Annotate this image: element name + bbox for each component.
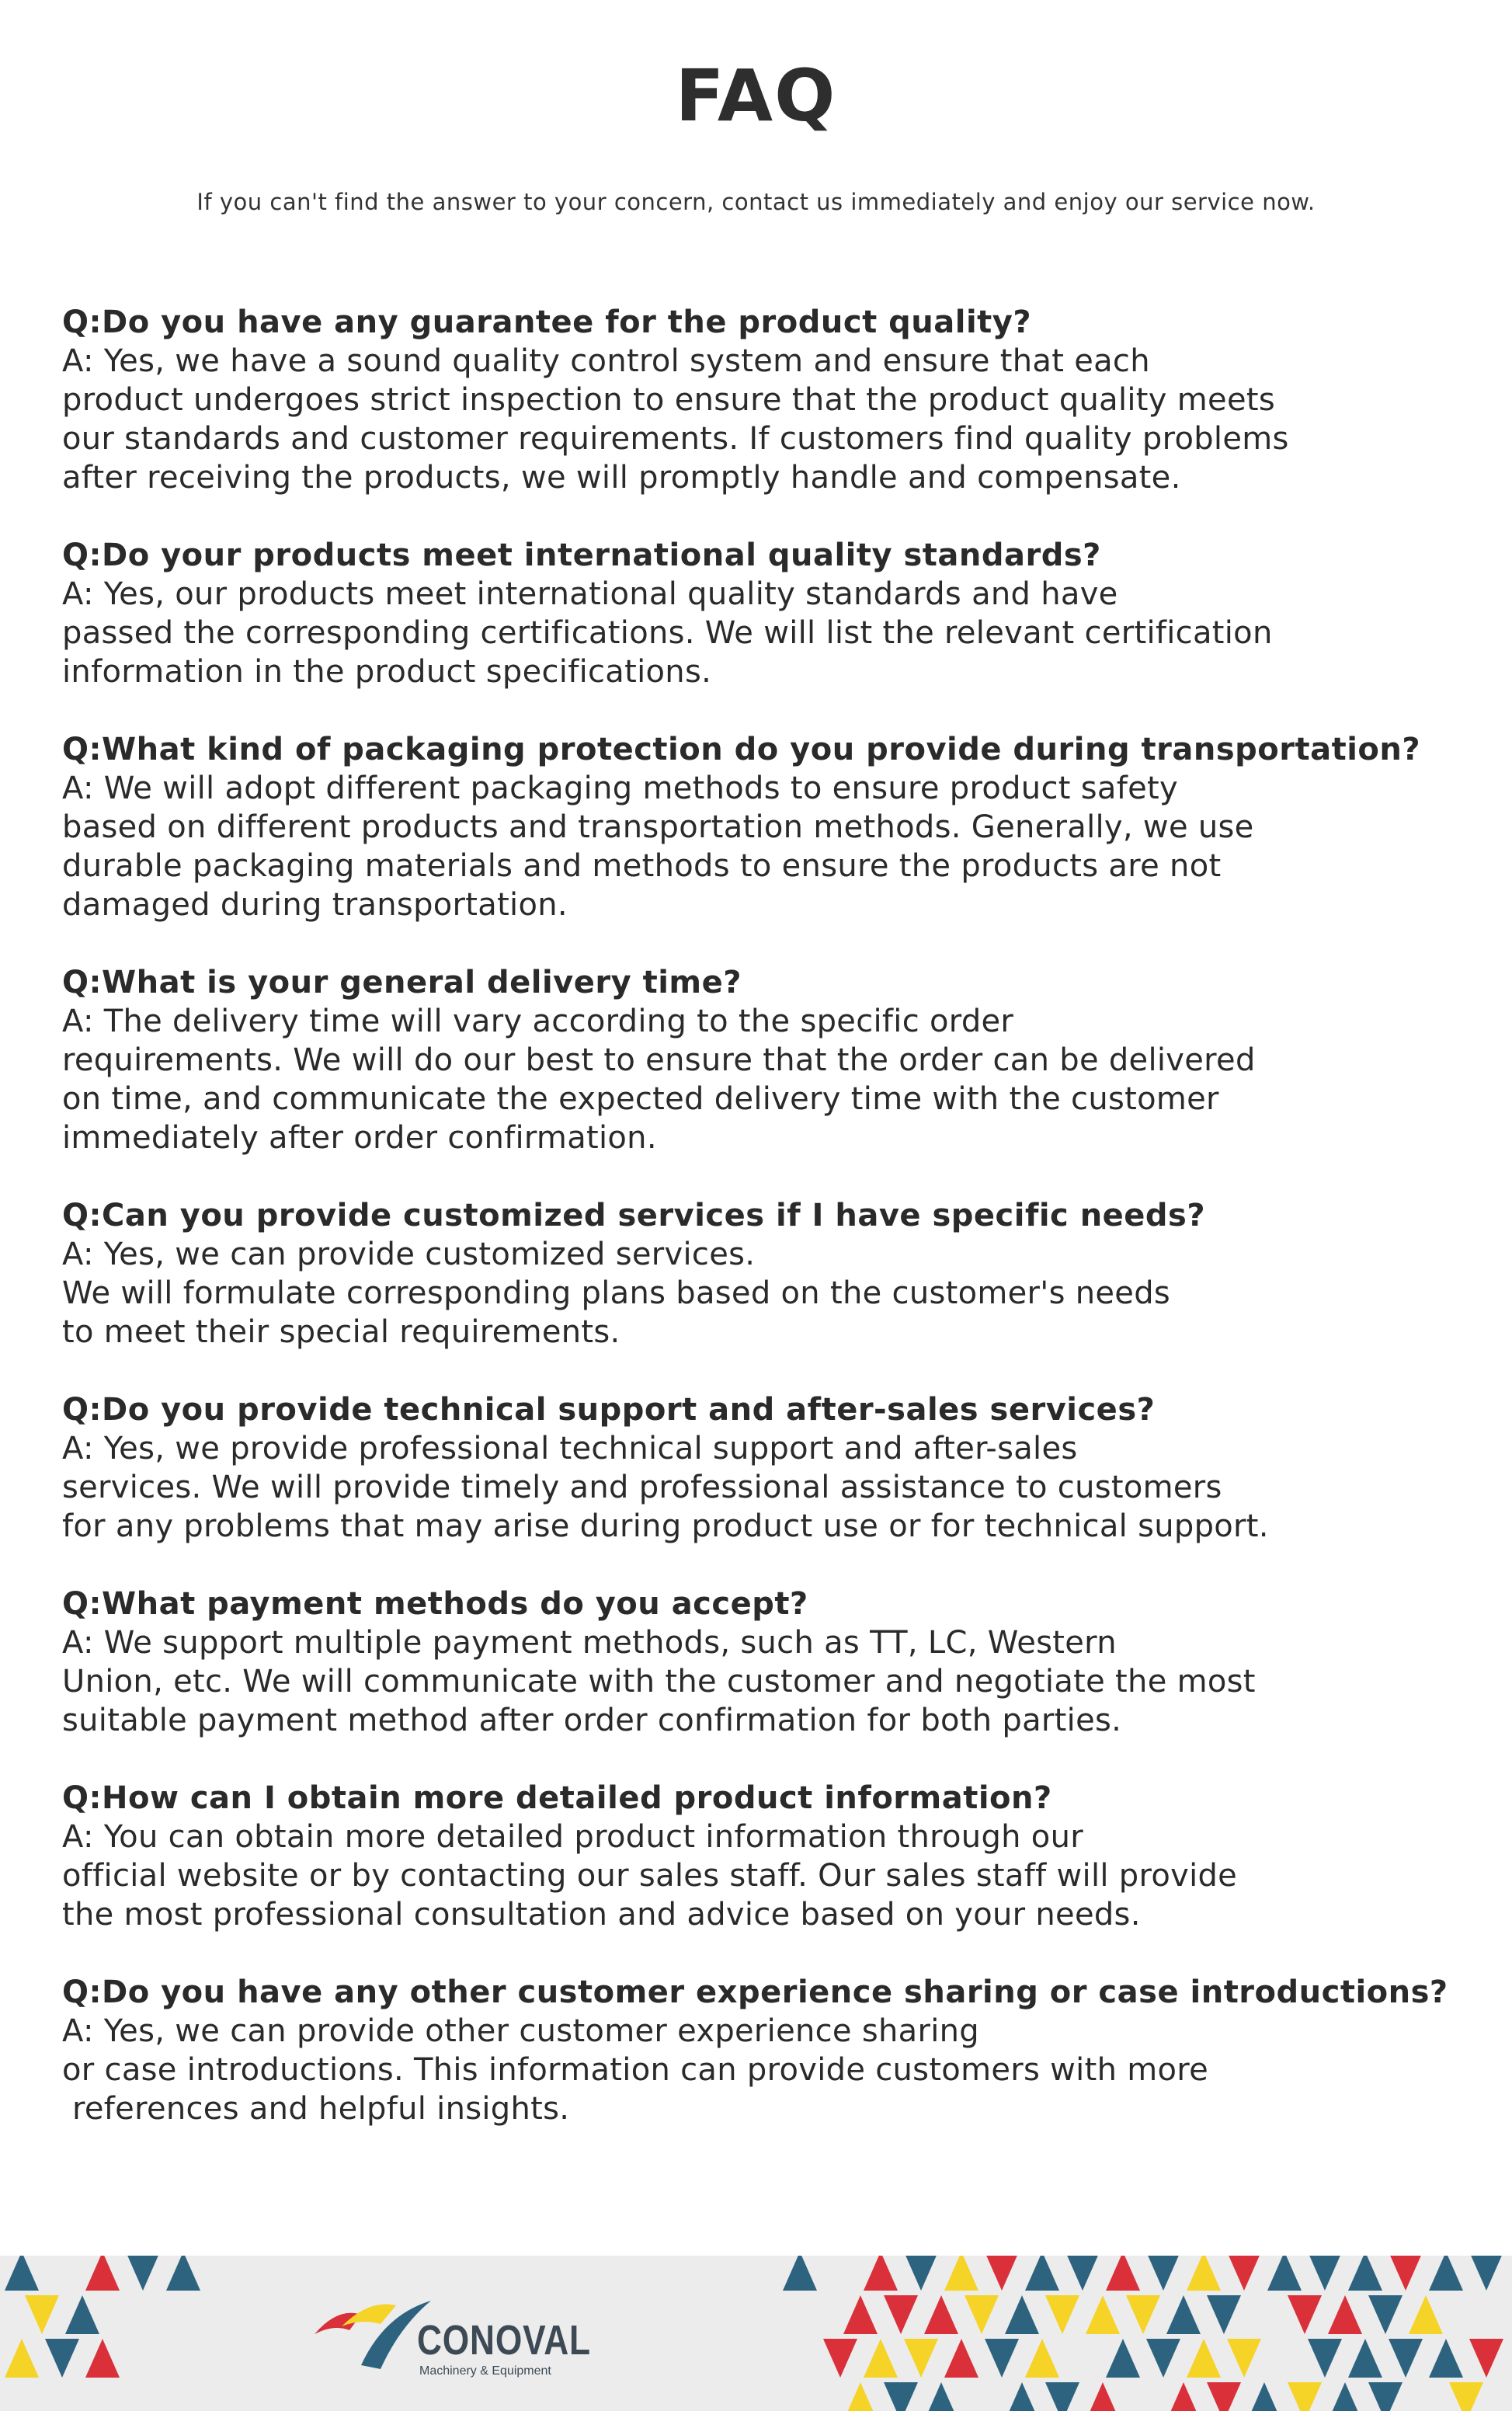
faq-item (62, 1973, 1483, 2128)
pattern-triangle (1429, 2256, 1463, 2291)
pattern-triangle (1389, 2339, 1423, 2378)
faq-list (62, 303, 1483, 2167)
pattern-triangle (166, 2256, 200, 2291)
pattern-triangle (1308, 2339, 1342, 2378)
pattern-triangle (1247, 2382, 1281, 2411)
pattern-triangle (1025, 2256, 1059, 2291)
faq-item (62, 1585, 1483, 1740)
faq-answer-line: A: Yes, we can provide customized services. (62, 1237, 756, 1272)
pattern-triangle (1227, 2339, 1261, 2378)
pattern-triangle (985, 2256, 1019, 2291)
faq-answer-line: A: You can obtain more detailed product information through our (62, 1819, 1083, 1855)
faq-item (62, 963, 1483, 1157)
pattern-triangle (1328, 2382, 1362, 2411)
faq-item (62, 1779, 1483, 1934)
pattern-triangle (1227, 2256, 1261, 2291)
faq-answer-line: services. We will provide timely and professional assistance to customers (62, 1470, 1222, 1505)
pattern-triangle (1308, 2256, 1342, 2291)
pattern-triangle (1288, 2382, 1322, 2411)
pattern-triangle (126, 2256, 160, 2291)
faq-item (62, 1390, 1483, 1546)
page-title: FAQ (675, 54, 837, 137)
faq-answer-line: immediately after order confirmation. (62, 1120, 657, 1156)
pattern-triangle (884, 2295, 918, 2334)
pattern-triangle (823, 2339, 857, 2378)
pattern-triangle (1207, 2295, 1241, 2334)
pattern-triangle (944, 2339, 978, 2378)
faq-answer-line: based on different products and transportation methods. Generally, we use (62, 809, 1254, 845)
faq-answer-line: A: Yes, our products meet international quality standards and have (62, 576, 1118, 612)
pattern-triangle (1166, 2295, 1201, 2334)
pattern-triangle (1348, 2339, 1382, 2378)
faq-answer-line: official website or by contacting our sales staff. Our sales staff will provide (62, 1858, 1238, 1894)
faq-answer-line: to meet their special requirements. (62, 1314, 620, 1350)
pattern-triangle (1025, 2339, 1059, 2378)
pattern-triangle (1429, 2339, 1463, 2378)
pattern-triangle (85, 2256, 120, 2291)
pattern-triangle (904, 2339, 938, 2378)
faq-answer-line: references and helpful insights. (62, 2091, 570, 2127)
page-subtitle: If you can't find the answer to your concern, contact us immediately and enjoy our service now. (196, 189, 1316, 215)
faq-answer-line: A: Yes, we can provide other customer experience sharing (62, 2013, 979, 2049)
faq-item (62, 1196, 1483, 1352)
faq-answer-line: damaged during transportation. (62, 887, 568, 923)
pattern-triangle (1146, 2339, 1180, 2378)
pattern-triangle (25, 2295, 59, 2334)
pattern-triangle (985, 2339, 1019, 2378)
brand-tagline: Machinery & Equipment (419, 2364, 551, 2378)
faq-question: Q:Do you have any other customer experience sharing or case introductions? (62, 1974, 1448, 2010)
pattern-triangle (1368, 2295, 1403, 2334)
pattern-triangle (1328, 2295, 1362, 2334)
triangle-pattern (0, 2256, 1512, 2411)
pattern-triangle (1368, 2382, 1403, 2411)
pattern-triangle (1389, 2256, 1423, 2291)
faq-answer-line: passed the corresponding certifications. We will list the relevant certification (62, 615, 1273, 651)
faq-answer-line: durable packaging materials and methods to ensure the products are not (62, 848, 1222, 884)
pattern-triangle (1005, 2382, 1039, 2411)
pattern-triangle (1449, 2382, 1483, 2411)
faq-answer-line: A: The delivery time will vary according to the specific order (62, 1004, 1014, 1039)
pattern-triangle (5, 2339, 39, 2378)
brand-name: CONOVAL (417, 2317, 591, 2364)
faq-item (62, 730, 1483, 924)
pattern-triangle (1045, 2382, 1079, 2411)
pattern-triangle (45, 2339, 79, 2378)
faq-answer-line: suitable payment method after order confirmation for both parties. (62, 1703, 1122, 1738)
pattern-triangle (1348, 2256, 1382, 2291)
pattern-triangle (864, 2256, 898, 2291)
pattern-triangle (884, 2382, 918, 2411)
faq-question: Q:Do you have any guarantee for the product quality? (62, 304, 1032, 340)
pattern-triangle (944, 2256, 978, 2291)
pattern-triangle (1187, 2339, 1221, 2378)
pattern-triangle (843, 2295, 878, 2334)
faq-answer-line: Union, etc. We will communicate with the customer and negotiate the most (62, 1664, 1256, 1700)
faq-answer-line: A: We support multiple payment methods, such as TT, LC, Western (62, 1625, 1117, 1661)
faq-question: Q:How can I obtain more detailed product information? (62, 1780, 1052, 1816)
faq-answer-line: for any problems that may arise during product use or for technical support. (62, 1508, 1269, 1544)
pattern-triangle (1469, 2256, 1503, 2291)
faq-answer-line: after receiving the products, we will promptly handle and compensate. (62, 460, 1181, 496)
footer-band (0, 2256, 1512, 2411)
faq-answer-line: We will formulate corresponding plans based on the customer's needs (62, 1275, 1171, 1311)
faq-question: Q:What kind of packaging protection do you provide during transportation? (62, 732, 1421, 767)
faq-item (62, 536, 1483, 691)
pattern-triangle (1106, 2256, 1140, 2291)
pattern-triangle (1106, 2339, 1140, 2378)
faq-question: Q:Do you provide technical support and after-sales services? (62, 1392, 1156, 1428)
faq-question: Q:What payment methods do you accept? (62, 1586, 808, 1622)
pattern-triangle (783, 2256, 817, 2291)
pattern-triangle (1065, 2256, 1100, 2291)
faq-answer-line: A: Yes, we have a sound quality control system and ensure that each (62, 343, 1150, 379)
pattern-triangle (904, 2256, 938, 2291)
faq-answer-line: the most professional consultation and advice based on your needs. (62, 1897, 1141, 1933)
faq-answer-line: or case introductions. This information can provide customers with more (62, 2052, 1209, 2088)
pattern-triangle (924, 2295, 958, 2334)
pattern-triangle (1267, 2256, 1302, 2291)
faq-question: Q:Can you provide customized services if I have specific needs? (62, 1198, 1206, 1233)
pattern-triangle (85, 2339, 120, 2378)
pattern-triangle (1166, 2382, 1201, 2411)
faq-answer-line: our standards and customer requirements. If customers find quality problems (62, 421, 1289, 457)
pattern-triangle (1005, 2295, 1039, 2334)
pattern-triangle (65, 2295, 99, 2334)
faq-answer-line: A: We will adopt different packaging methods to ensure product safety (62, 771, 1178, 806)
faq-question: Q:Do your products meet international quality standards? (62, 538, 1101, 573)
faq-answer-line: information in the product specifications. (62, 654, 712, 690)
faq-answer-line: requirements. We will do our best to ensure that the order can be delivered (62, 1042, 1256, 1078)
pattern-triangle (1086, 2295, 1120, 2334)
faq-answer-line: on time, and communicate the expected delivery time with the customer (62, 1081, 1219, 1117)
faq-answer-line: product undergoes strict inspection to ensure that the product quality meets (62, 382, 1275, 418)
pattern-triangle (924, 2382, 958, 2411)
pattern-triangle (1187, 2256, 1221, 2291)
pattern-triangle (1207, 2382, 1241, 2411)
pattern-triangle (1469, 2339, 1503, 2378)
pattern-triangle (864, 2339, 898, 2378)
faq-question: Q:What is your general delivery time? (62, 965, 742, 1000)
pattern-triangle (843, 2382, 878, 2411)
faq-answer-line: A: Yes, we provide professional technical support and after-sales (62, 1431, 1078, 1466)
pattern-triangle (1409, 2295, 1443, 2334)
faq-item (62, 303, 1483, 497)
pattern-triangle (1288, 2295, 1322, 2334)
pattern-triangle (1045, 2295, 1079, 2334)
pattern-triangle (1086, 2382, 1120, 2411)
pattern-triangle (1126, 2295, 1160, 2334)
pattern-triangle (965, 2295, 999, 2334)
pattern-triangle (1146, 2256, 1180, 2291)
pattern-triangle (5, 2256, 39, 2291)
